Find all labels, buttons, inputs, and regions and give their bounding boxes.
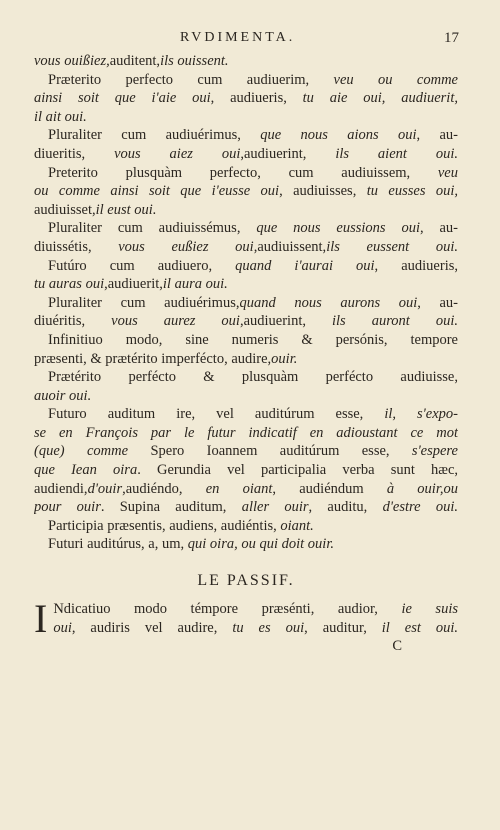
- text-line: tu auras oui,audiuerit,il aura oui.: [34, 276, 228, 293]
- text-line: diueritis, vous aiez oui,audiuerint, ils aient oui.: [34, 145, 458, 162]
- text-line: pour ouir. Supina auditum, aller ouir, auditu, d'estre oui.: [34, 499, 458, 516]
- drop-capital: I: [34, 596, 48, 642]
- text-line: oui, audiris vel audire, tu es oui, auditur, il est oui.: [53, 619, 458, 636]
- catchword: C: [392, 638, 402, 655]
- text-line: il ait oui.: [34, 108, 87, 125]
- running-title: RVDIMENTA.: [180, 30, 296, 45]
- text-line: Futuri auditúrus, a, um, qui oira, ou qui doit ouir.: [48, 536, 334, 553]
- text-line: Infinitiuo modo, sine numeris & persónis, tempore: [48, 331, 458, 348]
- page-number: 17: [444, 30, 459, 46]
- text-line: Participia præsentis, audiens, audiéntis, oiant.: [48, 517, 314, 534]
- text-line: Futuro auditum ire, vel auditúrum esse, il, s'expo-: [48, 406, 458, 423]
- text-line: audiendi,d'ouir,audiéndo, en oiant, audiéndum à ouir,ou: [34, 480, 458, 497]
- text-line: se en François par le futur indicatif en adioustant ce mot: [34, 424, 458, 441]
- text-line: ainsi soit que i'aie oui, audiueris, tu aie oui, audiuerit,: [34, 90, 458, 107]
- page-body: [34, 52, 458, 656]
- text-line: Ndicatiuo modo témpore præsénti, audior, ie suis: [53, 601, 458, 618]
- text-line: Pluraliter cum audiuérimus, que nous aions oui, au-: [48, 127, 458, 144]
- text-line: que Iean oira. Gerundia vel participalia verba sunt hæc,: [34, 462, 458, 479]
- running-head: [0, 30, 500, 52]
- text-line: Præterito perfecto cum audiuerim, veu ou comme: [48, 71, 458, 88]
- text-line: diuéritis, vous aurez oui,audiuerint, ils auront oui.: [34, 313, 458, 330]
- text-line: diuissétis, vous eußiez oui,audiuissent,ils eussent oui.: [34, 238, 458, 255]
- text-line: ou comme ainsi soit que i'eusse oui, audiuisses, tu eusses oui,: [34, 183, 458, 200]
- text-line: Pluraliter cum audiuissémus, que nous eussions oui, au-: [48, 220, 458, 237]
- text-line: (que) comme Spero Ioannem auditúrum esse, s'espere: [34, 443, 458, 460]
- text-line: audiuisset,il eust oui.: [34, 201, 157, 218]
- text-line: Futúro cum audiuero, quand i'aurai oui, audiueris,: [48, 257, 458, 274]
- text-line: Prætérito perfécto & plusquàm perfécto audiuisse,: [48, 369, 458, 386]
- text-line: præsenti, & prætérito imperfécto, audire,ouir.: [34, 350, 298, 367]
- passive-paragraph: [34, 596, 458, 642]
- text-line: auoir oui.: [34, 387, 92, 404]
- text-line: vous ouißiez,auditent,ils ouissent.: [34, 53, 229, 69]
- text-line: Pluraliter cum audiuérimus,quand nous aurons oui, au-: [48, 294, 458, 311]
- text-line: Preterito plusquàm perfecto, cum audiuissem, veu: [48, 164, 458, 181]
- section-heading: LE PASSIF.: [197, 572, 295, 590]
